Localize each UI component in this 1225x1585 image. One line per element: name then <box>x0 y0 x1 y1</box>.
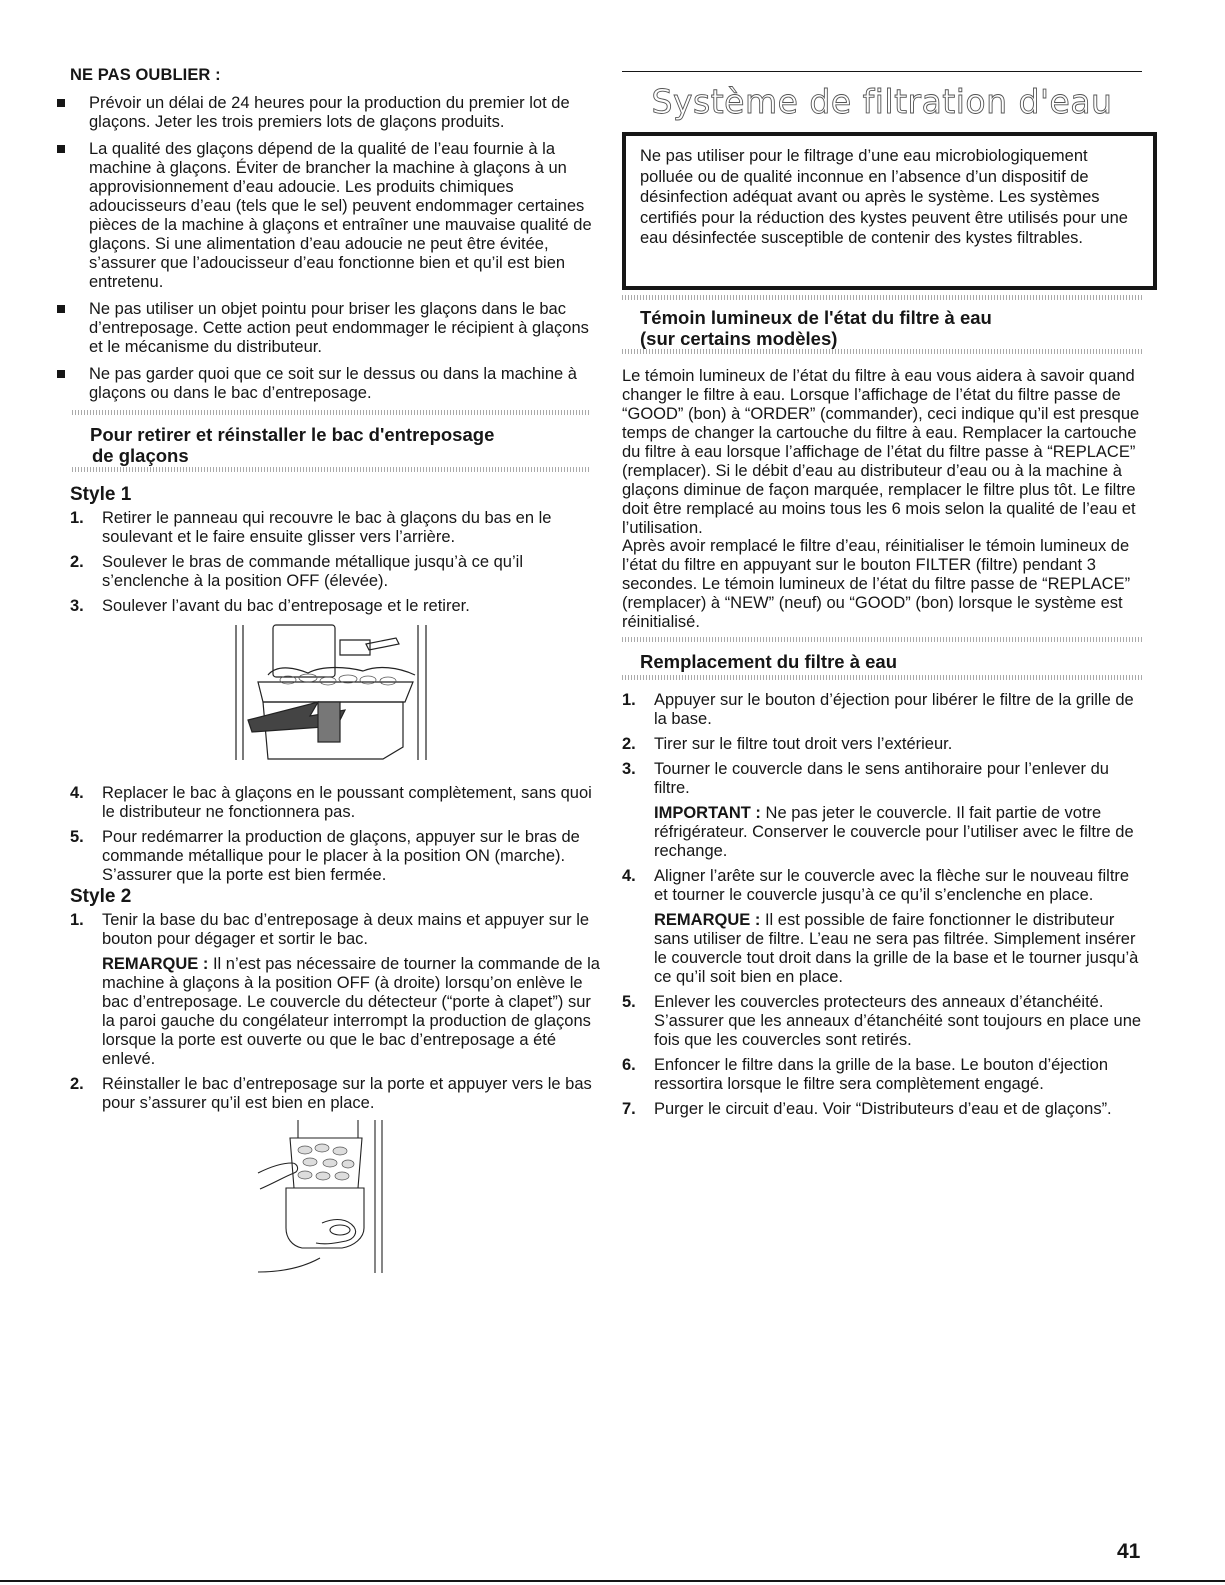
list-item: La qualité des glaçons dépend de la qualité de l’eau fournie à la machine à glaçons. Éviter de brancher la machine à glaçons à un approvisionnement d’eau adoucie. Les produits chimiques adoucisseurs d’eau (tels que le sel) peuvent endommager certaines pièces de la machine à glaçons et entraîner une mauvaise qualité de glaçons. Si une alimentation d’eau adoucie ne peut être évitée, s’assurer que l’adoucisseur d’eau fonctionne bien et qu’il est bien entretenu. <box>57 140 597 292</box>
list-item: 1. Tenir la base du bac d’entreposage à deux mains et appuyer sur le bouton pour dégager et sortir le bac. REMARQUE : Il n’est pas nécessaire de tourner la commande de la machine à glaçons à la position OFF (à droite) lorsqu’on enlève le bac d’entreposage. Le couvercle du détecteur (“porte à clapet”) sur la paroi gauche du congélateur interrompt la production de glaçons lorsque la porte est ouverte ou que le bac d’entreposage a été enlevé. <box>70 911 600 1068</box>
list-item: 1. Appuyer sur le bouton d’éjection pour libérer le filtre de la grille de la base. <box>622 691 1134 728</box>
list-item: 7. Purger le circuit d’eau. Voir “Distributeurs d’eau et de glaçons”. <box>622 1100 1112 1118</box>
style1-steps-b <box>70 784 600 891</box>
style2-heading: Style 2 <box>70 886 132 907</box>
remarque-note: REMARQUE : Il n’est pas nécessaire de tourner la commande de la machine à glaçons à la position OFF (à droite) lorsqu’on enlève le bac d’entreposage. Le couvercle du détecteur (“porte à clapet”) sur la paroi gauche du congélateur interrompt la production de glaçons lorsque la porte est ouverte ou que le bac d’entreposage a été enlevé. <box>102 955 600 1068</box>
list-item: 4. Aligner l’arête sur le couvercle avec la flèche sur le nouveau filtre et tourner le couvercle jusqu’à ce qu’il s’enclenche en place. REMARQUE : Il est possible de faire fonctionner le distributeur sans utiliser de filtre. L’eau ne sera pas filtrée. Simplement insérer le couvercle tout droit dans la grille de la base et le tourner jusqu’à ce qu’il soit bien en place. <box>622 867 1147 987</box>
ice-bin-reinstall-illustration <box>250 1118 410 1278</box>
warning-box: Ne pas utiliser pour le filtrage d’une eau microbiologiquement polluée ou de qualité inconnue en l’absence d’un dispositif de désinfection adéquat avant ou après le système. Les systèmes certifiés pour la réduction des kystes peuvent être utilisés pour une eau désinfectée susceptible de contenir des kystes filtrables. <box>622 132 1157 290</box>
important-note: IMPORTANT : Ne pas jeter le couvercle. Il fait partie de votre réfrigérateur. Conserver le couvercle pour l’utiliser avec le filtre de rechange. <box>654 804 1134 860</box>
list-item: 4. Replacer le bac à glaçons en le poussant complètement, sans quoi le distributeur ne fonctionnera pas. <box>70 784 592 821</box>
list-item: 6. Enfoncer le filtre dans la grille de la base. Le bouton d’éjection ressortira lorsque le filtre sera complètement engagé. <box>622 1056 1109 1093</box>
style2-steps <box>70 911 600 1119</box>
remarque-note: REMARQUE : Il est possible de faire fonctionner le distributeur sans utiliser de filtre. L’eau ne sera pas filtrée. Simplement insérer le couvercle tout droit dans la grille de la base et le tourner jusqu’à ce qu’il soit bien en place. <box>654 911 1139 986</box>
section-divider <box>72 410 590 415</box>
bullet-square-icon <box>57 370 65 378</box>
section-divider <box>72 467 590 472</box>
bullet-square-icon <box>57 145 65 153</box>
section-divider <box>622 637 1142 642</box>
list-item: 2. Réinstaller le bac d’entreposage sur la porte et appuyer vers le bas pour s’assurer qu’il est bien en place. <box>70 1075 592 1112</box>
list-item: 3. Tourner le couvercle dans le sens antihoraire pour l’enlever du filtre. IMPORTANT : Ne pas jeter le couvercle. Il fait partie de votre réfrigérateur. Conserver le couvercle pour l’utiliser avec le filtre de rechange. <box>622 760 1147 861</box>
list-item: 2. Tirer sur le filtre tout droit vers l’extérieur. <box>622 735 953 753</box>
title-rule <box>622 71 1142 72</box>
list-item: 5. Enlever les couvercles protecteurs des anneaux d’étanchéité. S’assurer que les anneaux d’étanchéité sont toujours en place une fois que les couvercles sont retirés. <box>622 993 1142 1049</box>
temoin-section-title: Témoin lumineux de l'état du filtre à eau (sur certains modèles) <box>640 307 992 349</box>
list-item: Ne pas garder quoi que ce soit sur le dessus ou dans la machine à glaçons ou dans le bac d’entreposage. <box>57 365 597 403</box>
temoin-paragraph-2: Après avoir remplacé le filtre d’eau, réinitialiser le témoin lumineux de l’état du filtre en appuyant sur le bouton FILTER (filtre) pendant 3 secondes. Le témoin lumineux de l’état du filtre passe de “REPLACE” (remplacer) à “NEW” (neuf) ou “GOOD” (bon) lorsque le système est réinitialisé. <box>622 537 1131 631</box>
section-divider <box>622 675 1142 680</box>
bullet-square-icon <box>57 305 65 313</box>
list-item: Prévoir un délai de 24 heures pour la production du premier lot de glaçons. Jeter les trois premiers lots de glaçons produits. <box>57 94 597 132</box>
ice-bin-removal-illustration <box>228 620 438 770</box>
page-number: 41 <box>1117 1540 1141 1563</box>
style1-heading: Style 1 <box>70 484 132 505</box>
list-item: 3. Soulever l’avant du bac d’entreposage et le retirer. <box>70 597 470 615</box>
section-divider <box>622 295 1142 300</box>
bullet-square-icon <box>57 99 65 107</box>
list-item: 1. Retirer le panneau qui recouvre le bac à glaçons du bas en le soulevant et le faire ensuite glisser vers l’arrière. <box>70 509 552 546</box>
filter-replacement-steps <box>622 691 1147 1125</box>
bac-section-title: Pour retirer et réinstaller le bac d'entreposage de glaçons <box>90 424 495 466</box>
ne-pas-oublier-heading: NE PAS OUBLIER : <box>70 66 221 84</box>
reminder-list <box>57 94 597 411</box>
temoin-paragraph-1: Le témoin lumineux de l’état du filtre à eau vous aidera à savoir quand changer le filtre à eau. Lorsque l’affichage de l’état du filtre passe de “GOOD” (bon) à “ORDER” (commander), ceci indique qu’il est presque temps de changer la cartouche du filtre à eau. Remplacer la cartouche du filtre à eau lorsque l’affichage de l’état du filtre passe à “REPLACE” (remplacer). Si le débit d’eau au distributeur d’eau ou à la machine à glaçons diminue de façon marquée, remplacer le filtre plus tôt. Le filtre doit être remplacé au moins tous les 6 mois selon la qualité de l’eau et l’utilisation. <box>622 367 1140 537</box>
bottom-rule <box>0 1580 1225 1582</box>
section-divider <box>622 349 1142 354</box>
list-item: Ne pas utiliser un objet pointu pour briser les glaçons dans le bac d’entreposage. Cette action peut endommager le récipient à glaçons et le mécanisme du distributeur. <box>57 300 597 357</box>
style1-steps-a <box>70 509 600 622</box>
list-item: 2. Soulever le bras de commande métallique jusqu’à ce qu’il s’enclenche à la position OFF (élevée). <box>70 553 523 590</box>
page-title: Système de filtration d'eau <box>651 82 1113 121</box>
list-item: 5. Pour redémarrer la production de glaçons, appuyer sur le bras de commande métallique pour le placer à la position ON (marche). S’assurer que la porte est bien fermée. <box>70 828 580 884</box>
remplacement-section-title: Remplacement du filtre à eau <box>640 651 898 672</box>
